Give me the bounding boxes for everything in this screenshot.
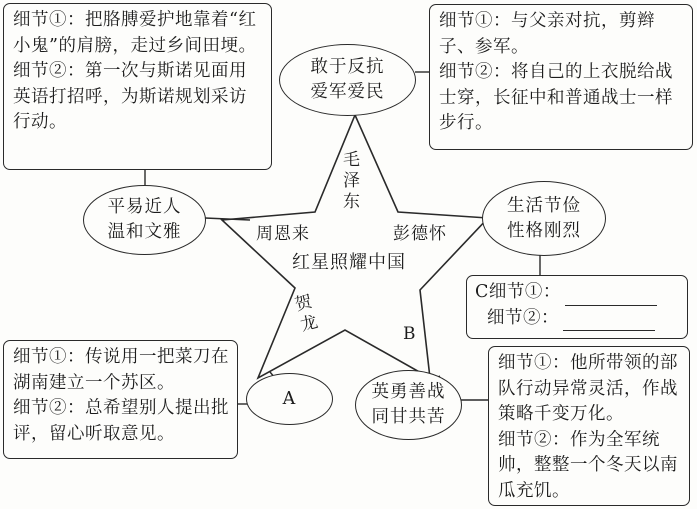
peng-blank-2[interactable] [563,312,655,331]
label-he: 贺 龙 [292,291,321,336]
label-b: B [403,324,417,344]
b-detail-2: 细节②：作为全军统帅，整整一个冬天以南瓜充饥。 [498,429,678,501]
zhou-trait-oval: 敢于反抗 爱军爱民 [279,44,416,116]
he-trait-oval-a[interactable]: A [246,373,333,425]
center-title: 红星照耀中国 [292,252,406,273]
zhou-detail-1: 细节①：与父亲对抗，剪辫子、参军。 [439,11,655,57]
mao-detail-2: 细节②：第一次与斯诺见面用英语打招呼，为斯诺规划采访行动。 [13,61,247,132]
he-detail-1: 细节①：传说用一把菜刀在湖南建立一个苏区。 [13,347,229,393]
peng-trait-oval: 生活节俭 性格刚烈 [482,181,606,256]
he-detail-box [3,340,238,459]
he-detail-2: 细节②：总希望别人提出批评，留心听取意见。 [13,398,229,444]
b-detail-1: 细节①：他所带领的部队行动异常灵活，作战策略千变万化。 [498,353,678,424]
mao-trait-oval: 平易近人 温和文雅 [83,185,206,255]
peng-blank-1[interactable] [565,287,657,306]
peng-c-label: C [475,282,489,302]
label-mao: 毛 泽 东 [343,150,361,212]
b-trait-oval: 英勇善战 同甘共苦 [355,370,462,440]
peng-detail-2: 细节②： [487,307,559,328]
zhou-detail-box [429,4,693,150]
mao-detail-box [3,3,272,170]
label-peng: 彭德怀 [393,224,447,244]
mao-detail-1: 细节①：把胳膊爱护地靠着“红小鬼”的肩膀，走过乡间田埂。 [13,10,257,56]
label-zhou: 周恩来 [256,224,310,244]
b-detail-box [488,346,690,506]
peng-detail-box [466,275,688,339]
zhou-detail-2: 细节②：将自己的上衣脱给战士穿，长征中和普通战士一样步行。 [439,62,673,133]
peng-detail-1: 细节①： [488,282,561,302]
